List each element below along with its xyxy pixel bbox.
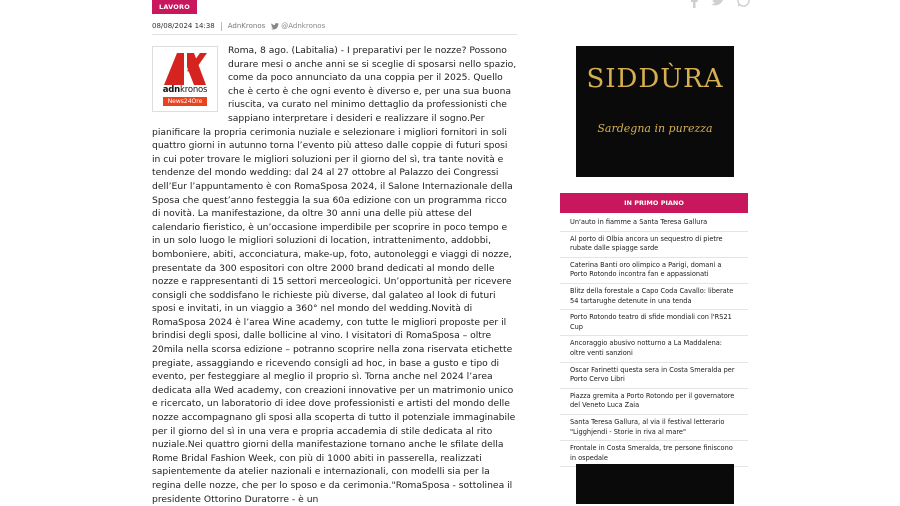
news-link[interactable]: Santa Teresa Gallura, al via il festival letterario "Ligghjendi - Storie in riva al mare" xyxy=(560,415,748,441)
twitter-icon xyxy=(271,23,279,30)
logo-subbrand: News24Ore xyxy=(163,97,207,106)
twitter-handle-link[interactable] xyxy=(271,22,325,30)
logo-word-light: kronos xyxy=(180,85,208,95)
news-link[interactable]: Al porto di Olbia ancora un sequestro di pietre rubate dalle spiagge sarde xyxy=(560,232,748,258)
author-name[interactable]: AdnKronos xyxy=(227,22,266,30)
twitter-handle: @Adnkronos xyxy=(281,22,326,30)
news-link[interactable]: Oscar Farinetti questa sera in Costa Smeralda per Porto Cervo Libri xyxy=(560,363,748,389)
article-meta xyxy=(152,20,325,32)
publish-date: 08/08/2024 14:38 xyxy=(152,22,215,30)
meta-divider xyxy=(221,22,222,31)
news-link[interactable]: Porto Rotondo teatro di sfide mondiali con l'RS21 Cup xyxy=(560,310,748,336)
meta-divider-line xyxy=(152,34,517,35)
article-text: Roma, 8 ago. (Labitalia) - I preparativi per le nozze? Possono durare mesi o anche anni se si sceglie di sposarsi nello spazio, come da poco annunciato da una coppia per il 2025. Quello che è certo è che ogni evento è diverso e, per una sua buona riuscita, va curato nel minimo dettaglio da professionisti che sappiano interpretare i desideri e realizzare il sogno.Per pianificare la propria cerimonia nuziale e selezionare i migliori fornitori in soli quattro giorni in autunno torna l’evento più atteso dalle coppie di futuri sposi in cui poter trovare le migliori soluzioni per il giorno del sì, tra tante novità e tendenze del mondo wedding: dal 24 al 27 ottobre al Palazzo dei Congressi dell’Eur l’appuntamento è con RomaSposa 2024, il Salone Internazionale della Sposa che quest’anno festeggia la sua 60a edizione con un programma ricco di novità. La manifestazione, da oltre 30 anni una delle più attese del calendario fieristico, è un’occasione imperdibile per scoprire in poco tempo e in un solo luogo le migliori soluzioni di location, intrattenimento, addobbi, bomboniere, abiti, acconciatura, make-up, foto, autonoleggi e viaggi di nozze, presentate da 300 espositori con oltre 2000 brand dedicati al mondo delle nozze e rappresentanti di 15 settori merceologici. Un’opportunità per ricevere consigli che soddisfano le richieste più diverse, dal galateo al look di futuri sposi e invitati, in un viaggio a 360° nel mondo del wedding.Novità di RomaSposa 2024 è l’area Wine academy, con tutte le migliori proposte per il brindisi degli sposi, dalle bollicine al vino. I visitatori di RomaSposa – oltre 20mila nella scorsa edizione – potranno scoprire nella zona riservata etichette pregiate, assaggiando e ricevendo consigli ad hoc, in base a gusto e tipo di evento, per festeggiare al meglio il proprio sì. Torna anche nel 2024 l’area dedicata alla Wed academy, con creazioni innovative per un matrimonio unico e ricercato, un laboratorio di idee dove professionisti e artisti del mondo delle nozze accompagnano gli sposi alla scoperta di tutto il potenziale immaginabile per il giorno del sì in una vera e propria accademia di stile dedicata al rito nuziale.Nei quattro giorni della manifestazione tornano anche le sfilate della Rome Bridal Fashion Week, con più di 1000 abiti in passerella, realizzati sapientemente da atelier nazionali e internazionali, con modelli sia per la regina delle nozze, che per lo sposo e da cerimonia."RomaSposa - sottolinea il presidente Ottorino Duratorre - è un xyxy=(152,45,517,505)
primo-piano-header: IN PRIMO PIANO xyxy=(560,193,748,213)
adnkronos-logo xyxy=(152,46,218,112)
category-badge[interactable]: LAVORO xyxy=(152,0,197,14)
ad-brand: SIDDÙRA xyxy=(586,64,724,94)
ad-slogan: Sardegna in purezza xyxy=(597,122,713,135)
bottom-advertisement[interactable] xyxy=(576,464,734,504)
logo-wordmark xyxy=(153,85,217,95)
article-body xyxy=(152,44,518,506)
logo-word-bold: adn xyxy=(162,85,181,95)
twitter-icon[interactable] xyxy=(711,0,725,8)
siddura-advertisement[interactable] xyxy=(576,46,734,177)
share-bar xyxy=(689,0,750,8)
news-link[interactable]: Blitz della forestale a Capo Coda Cavallo: liberate 54 tartarughe detenute in una tenda xyxy=(560,284,748,310)
primo-piano-list xyxy=(560,215,748,467)
news-link[interactable]: Frontale in Costa Smeralda, tre persone finiscono in ospedale xyxy=(560,441,748,467)
news-link[interactable]: Ancoraggio abusivo notturno a La Maddalena: oltre venti sanzioni xyxy=(560,336,748,362)
facebook-icon[interactable] xyxy=(689,0,699,8)
whatsapp-icon[interactable] xyxy=(737,0,750,8)
news-link[interactable]: Caterina Banti oro olimpico a Parigi, domani a Porto Rotondo incontra fan e appassionati xyxy=(560,258,748,284)
news-link[interactable]: Un'auto in fiamme a Santa Teresa Gallura xyxy=(560,215,748,232)
adnkronos-mark-icon xyxy=(153,49,217,89)
news-link[interactable]: Piazza gremita a Porto Rotondo per il governatore del Veneto Luca Zaia xyxy=(560,389,748,415)
